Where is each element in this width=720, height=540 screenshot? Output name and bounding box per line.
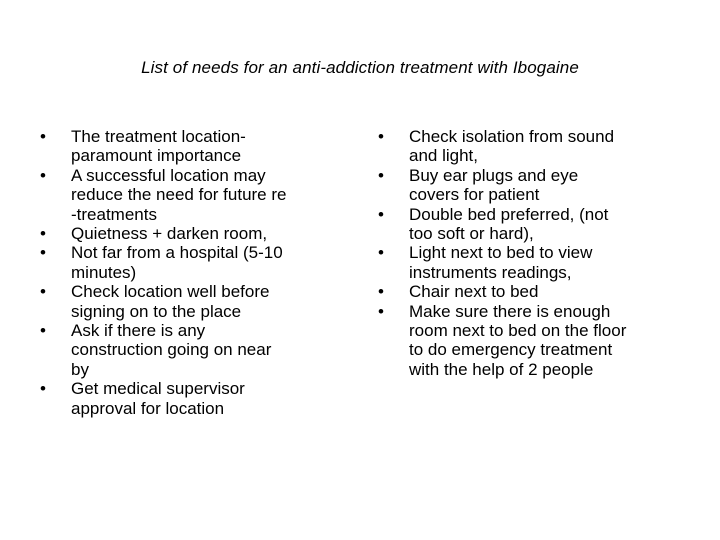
list-item	[40, 379, 350, 418]
list-item-text: Buy ear plugs and eye covers for patient	[409, 165, 579, 205]
list-item-text: Make sure there is enough room next to bed on the floor to do emergency treatment with the help of 2 people	[409, 301, 627, 379]
list-item-text: The treatment location- paramount importance	[71, 127, 246, 166]
bullet-icon: •	[40, 282, 46, 302]
bullet-icon: •	[378, 243, 384, 263]
list-item-text: Not far from a hospital (5-10 minutes)	[71, 243, 283, 282]
list-item	[40, 282, 350, 321]
list-item-text: Chair next to bed	[409, 282, 539, 302]
list-item-text: Get medical supervisor approval for location	[71, 379, 245, 418]
bullet-icon: •	[40, 127, 46, 146]
list-item-text: Check location well before signing on to the place	[71, 282, 270, 321]
list-item	[378, 166, 698, 205]
list-item-text: Quietness + darken room,	[71, 224, 268, 244]
right-bullet-list	[378, 127, 698, 379]
list-item	[378, 243, 698, 282]
bullet-icon: •	[378, 282, 384, 302]
bullet-icon: •	[40, 165, 46, 185]
list-item-text: Ask if there is any construction going on near by	[71, 321, 272, 379]
bullet-icon: •	[40, 224, 46, 244]
bullet-icon: •	[378, 301, 384, 321]
bullet-icon: •	[40, 243, 46, 263]
left-bullet-list	[40, 127, 350, 418]
list-item-text: Double bed preferred, (not too soft or hard),	[409, 204, 609, 244]
list-item	[40, 243, 350, 282]
list-item-text: Light next to bed to view instruments readings,	[409, 243, 593, 282]
list-item	[378, 282, 698, 301]
bullet-icon: •	[40, 321, 46, 341]
list-item	[40, 224, 350, 243]
list-item	[40, 127, 350, 166]
list-item	[40, 321, 350, 379]
list-item	[378, 127, 698, 166]
list-item	[40, 166, 350, 224]
list-item	[378, 302, 698, 380]
bullet-icon: •	[378, 165, 384, 185]
list-item-text: A successful location may reduce the need for future re -treatments	[71, 165, 287, 224]
list-item	[378, 205, 698, 244]
list-item-text: Check isolation from sound and light,	[409, 127, 615, 166]
slide-title: List of needs for an anti-addiction treatment with Ibogaine	[141, 58, 579, 77]
bullet-icon: •	[378, 204, 384, 224]
bullet-icon: •	[40, 379, 46, 399]
bullet-icon: •	[378, 127, 384, 146]
